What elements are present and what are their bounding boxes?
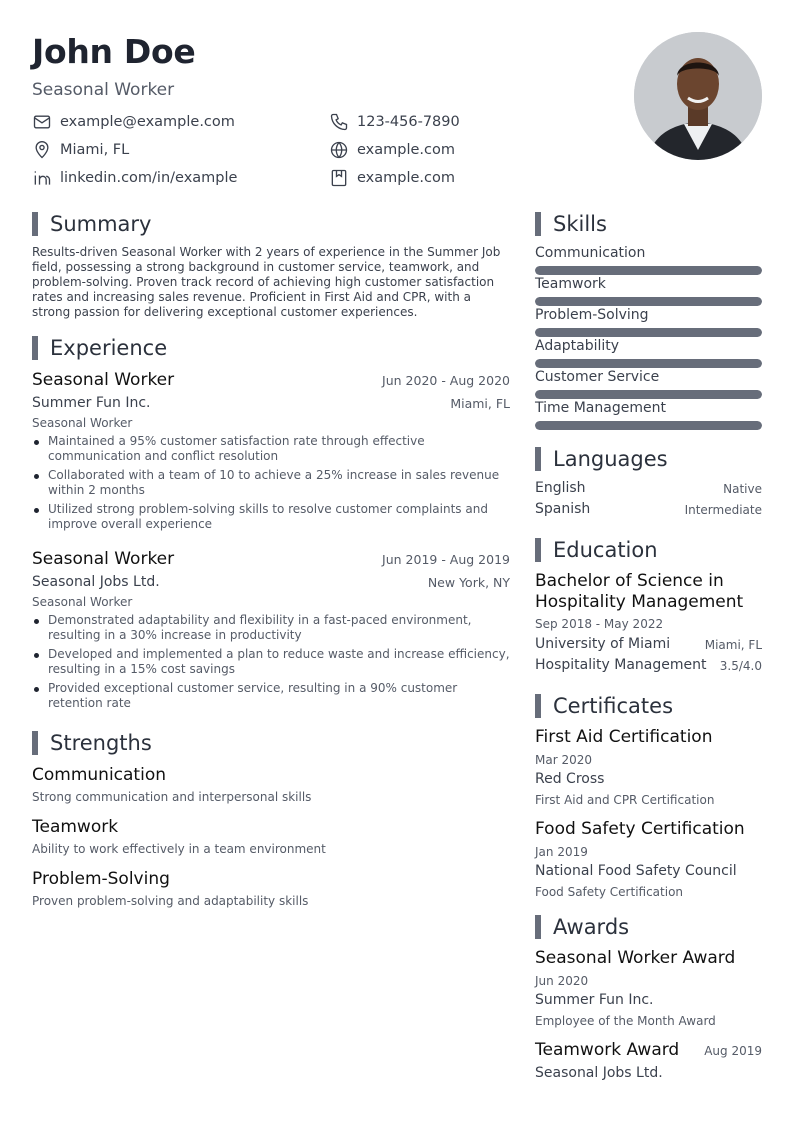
certificate-title: First Aid Certification	[535, 727, 713, 747]
job-dates: Jun 2020 - Aug 2020	[382, 373, 510, 388]
contact-location-text: Miami, FL	[60, 142, 130, 158]
section-certificates-title: Certificates	[553, 694, 674, 718]
list-item: Developed and implemented a plan to reduce waste and increase efficiency, resulting in a 15% cost savings	[32, 647, 512, 677]
contact-website-text: example.com	[357, 142, 455, 158]
strength-title: Teamwork	[32, 817, 119, 837]
section-experience-heading	[32, 336, 167, 360]
section-languages-title: Languages	[553, 447, 668, 471]
list-item: Utilized strong problem-solving skills to resolve customer complaints and improve overall experience	[32, 502, 512, 532]
job-subtitle: Seasonal Worker	[32, 595, 133, 609]
section-accent-bar	[535, 915, 541, 939]
section-languages-heading	[535, 447, 668, 471]
resume-name: John Doe	[32, 32, 196, 71]
skill-bar-fill	[535, 328, 762, 337]
award-issuer: Seasonal Jobs Ltd.	[535, 1065, 663, 1081]
section-education-heading	[535, 538, 658, 562]
skill-bar	[535, 359, 762, 368]
award-title: Teamwork Award	[535, 1040, 680, 1060]
section-skills-title: Skills	[553, 212, 607, 236]
contact-email-text: example@example.com	[60, 114, 235, 130]
skill-bar-fill	[535, 359, 762, 368]
strength-title: Problem-Solving	[32, 869, 170, 889]
contact-location	[32, 140, 129, 160]
job-company: Summer Fun Inc.	[32, 395, 151, 411]
certificate-date: Mar 2020	[535, 753, 592, 767]
list-item: Provided exceptional customer service, resulting in a 90% customer retention rate	[32, 681, 512, 711]
mail-icon	[32, 112, 52, 132]
section-accent-bar	[535, 447, 541, 471]
section-strengths-heading	[32, 731, 152, 755]
skill-name: Customer Service	[535, 369, 660, 385]
section-accent-bar	[32, 731, 38, 755]
phone-icon	[329, 112, 349, 132]
section-education-title: Education	[553, 538, 658, 562]
profile-photo	[634, 32, 762, 160]
education-school: University of Miami	[535, 636, 671, 652]
award-title: Seasonal Worker Award	[535, 948, 736, 968]
job-title: Seasonal Worker	[32, 370, 175, 390]
certificate-date: Jan 2019	[535, 845, 588, 859]
section-awards-heading	[535, 915, 629, 939]
list-item: Demonstrated adaptability and flexibility in a fast-paced environment, resulting in a 30% increase in productivity	[32, 613, 512, 643]
education-dates: Sep 2018 - May 2022	[535, 617, 664, 631]
strength-desc: Proven problem-solving and adaptability skills	[32, 894, 309, 908]
section-summary-title: Summary	[50, 212, 152, 236]
certificate-desc: Food Safety Certification	[535, 885, 684, 899]
list-item: Collaborated with a team of 10 to achieve a 25% increase in sales revenue within 2 months	[32, 468, 512, 498]
section-certificates-heading	[535, 694, 673, 718]
award-desc: Employee of the Month Award	[535, 1014, 716, 1028]
contact-linkedin-text: linkedin.com/in/example	[60, 170, 238, 186]
certificate-issuer: National Food Safety Council	[535, 863, 737, 879]
skill-bar-fill	[535, 297, 762, 306]
skill-name: Teamwork	[535, 276, 606, 292]
section-awards-title: Awards	[553, 915, 630, 939]
linkedin-icon	[32, 168, 52, 188]
section-skills-heading	[535, 212, 607, 236]
skill-bar-fill	[535, 390, 762, 399]
globe-icon	[329, 140, 349, 160]
certificate-title: Food Safety Certification	[535, 819, 745, 839]
skill-name: Adaptability	[535, 338, 620, 354]
language-level: Intermediate	[684, 503, 762, 517]
education-degree: Bachelor of Science in Hospitality Management	[535, 571, 744, 612]
education-location: Miami, FL	[704, 638, 762, 652]
skill-bar-fill	[535, 266, 762, 275]
job-bullets	[32, 613, 512, 715]
section-strengths-title: Strengths	[50, 731, 152, 755]
skill-name: Time Management	[535, 400, 666, 416]
summary-text: Results-driven Seasonal Worker with 2 years of experience in the Summer Job field, possessing a strong background in customer service, teamwork, and problem-solving. Proven track record of achieving high customer satisfaction rates and increasing sales revenue. Proficient in First Aid and CPR, with a strong passion for delivering exceptional customer experiences.	[32, 245, 501, 319]
strength-desc: Strong communication and interpersonal skills	[32, 790, 312, 804]
section-experience-title: Experience	[50, 336, 168, 360]
language-name: English	[535, 480, 586, 496]
job-company: Seasonal Jobs Ltd.	[32, 574, 160, 590]
job-location: Miami, FL	[450, 396, 510, 411]
section-accent-bar	[535, 694, 541, 718]
list-item: Maintained a 95% customer satisfaction rate through effective communication and conflict resolution	[32, 434, 512, 464]
job-bullets	[32, 434, 512, 536]
award-date: Jun 2020	[535, 974, 589, 988]
skill-bar	[535, 297, 762, 306]
skill-bar	[535, 421, 762, 430]
section-summary-heading	[32, 212, 151, 236]
skill-bar-fill	[535, 421, 762, 430]
contact-website[interactable]	[329, 140, 455, 160]
job-dates: Jun 2019 - Aug 2019	[382, 552, 510, 567]
education-field: Hospitality Management	[535, 657, 707, 673]
skill-bar	[535, 390, 762, 399]
certificate-issuer: Red Cross	[535, 771, 605, 787]
job-location: New York, NY	[427, 575, 510, 590]
section-accent-bar	[535, 212, 541, 236]
strength-title: Communication	[32, 765, 166, 785]
contact-email[interactable]	[32, 112, 235, 132]
contact-phone[interactable]	[329, 112, 460, 132]
education-gpa: 3.5/4.0	[719, 659, 762, 673]
job-title: Seasonal Worker	[32, 549, 175, 569]
bookmark-icon	[329, 168, 349, 188]
section-accent-bar	[32, 336, 38, 360]
section-accent-bar	[535, 538, 541, 562]
skill-name: Communication	[535, 245, 646, 261]
skill-name: Problem-Solving	[535, 307, 649, 323]
strength-desc: Ability to work effectively in a team environment	[32, 842, 326, 856]
award-date: Aug 2019	[704, 1044, 762, 1058]
contact-phone-text: 123-456-7890	[357, 114, 460, 130]
contact-linkedin[interactable]	[32, 168, 237, 188]
skill-bar	[535, 328, 762, 337]
job-subtitle: Seasonal Worker	[32, 416, 133, 430]
certificate-desc: First Aid and CPR Certification	[535, 793, 715, 807]
section-accent-bar	[32, 212, 38, 236]
contact-portfolio-text: example.com	[357, 170, 455, 186]
language-level: Native	[723, 482, 762, 496]
language-name: Spanish	[535, 501, 591, 517]
skill-bar	[535, 266, 762, 275]
award-issuer: Summer Fun Inc.	[535, 992, 654, 1008]
resume-role: Seasonal Worker	[32, 80, 175, 100]
map-pin-icon	[32, 140, 52, 160]
contact-portfolio[interactable]	[329, 168, 455, 188]
